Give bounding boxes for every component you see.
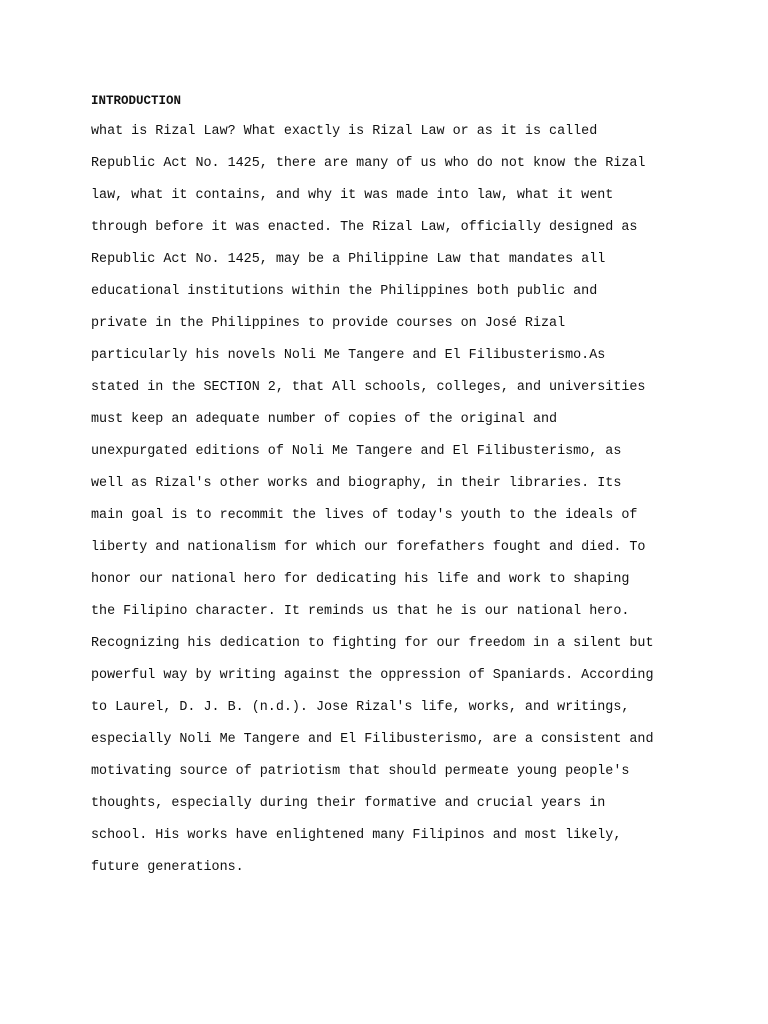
document-body [91, 92, 691, 884]
paragraph [91, 116, 691, 884]
paragraph-line: must keep an adequate number of copies of the original and [91, 412, 558, 427]
paragraph-line: what is Rizal Law? What exactly is Rizal Law or as it is called [91, 124, 598, 139]
paragraph-line: stated in the SECTION 2, that All schools, colleges, and universities [91, 380, 646, 395]
paragraph-line: through before it was enacted. The Rizal Law, officially designed as [91, 220, 638, 235]
paragraph-line: Republic Act No. 1425, may be a Philippine Law that mandates all [91, 252, 606, 267]
paragraph-line: future generations. [91, 860, 244, 875]
paragraph-line: Republic Act No. 1425, there are many of us who do not know the Rizal [91, 156, 646, 171]
paragraph-line: especially Noli Me Tangere and El Filibusterismo, are a consistent and [91, 732, 654, 747]
paragraph-line: Recognizing his dedication to fighting for our freedom in a silent but [91, 636, 654, 651]
paragraph-line: unexpurgated editions of Noli Me Tangere and El Filibusterismo, as [91, 444, 622, 459]
paragraph-line: educational institutions within the Philippines both public and [91, 284, 598, 299]
paragraph-line: private in the Philippines to provide courses on José Rizal [91, 316, 566, 331]
paragraph-line: liberty and nationalism for which our forefathers fought and died. To [91, 540, 646, 555]
paragraph-line: well as Rizal's other works and biography, in their libraries. Its [91, 476, 622, 491]
paragraph-line: thoughts, especially during their formative and crucial years in [91, 796, 606, 811]
paragraph-line: the Filipino character. It reminds us that he is our national hero. [91, 604, 630, 619]
paragraph-line: law, what it contains, and why it was made into law, what it went [91, 188, 614, 203]
paragraph-line: main goal is to recommit the lives of today's youth to the ideals of [91, 508, 638, 523]
paragraph-line: honor our national hero for dedicating his life and work to shaping [91, 572, 630, 587]
paragraph-line: powerful way by writing against the oppression of Spaniards. According [91, 668, 654, 683]
section-heading: INTRODUCTION [91, 94, 182, 108]
paragraph-line: motivating source of patriotism that should permeate young people's [91, 764, 630, 779]
paragraph-line: school. His works have enlightened many Filipinos and most likely, [91, 828, 622, 843]
paragraph-line: particularly his novels Noli Me Tangere and El Filibusterismo.As [91, 348, 606, 363]
paragraph-line: to Laurel, D. J. B. (n.d.). Jose Rizal's life, works, and writings, [91, 700, 630, 715]
